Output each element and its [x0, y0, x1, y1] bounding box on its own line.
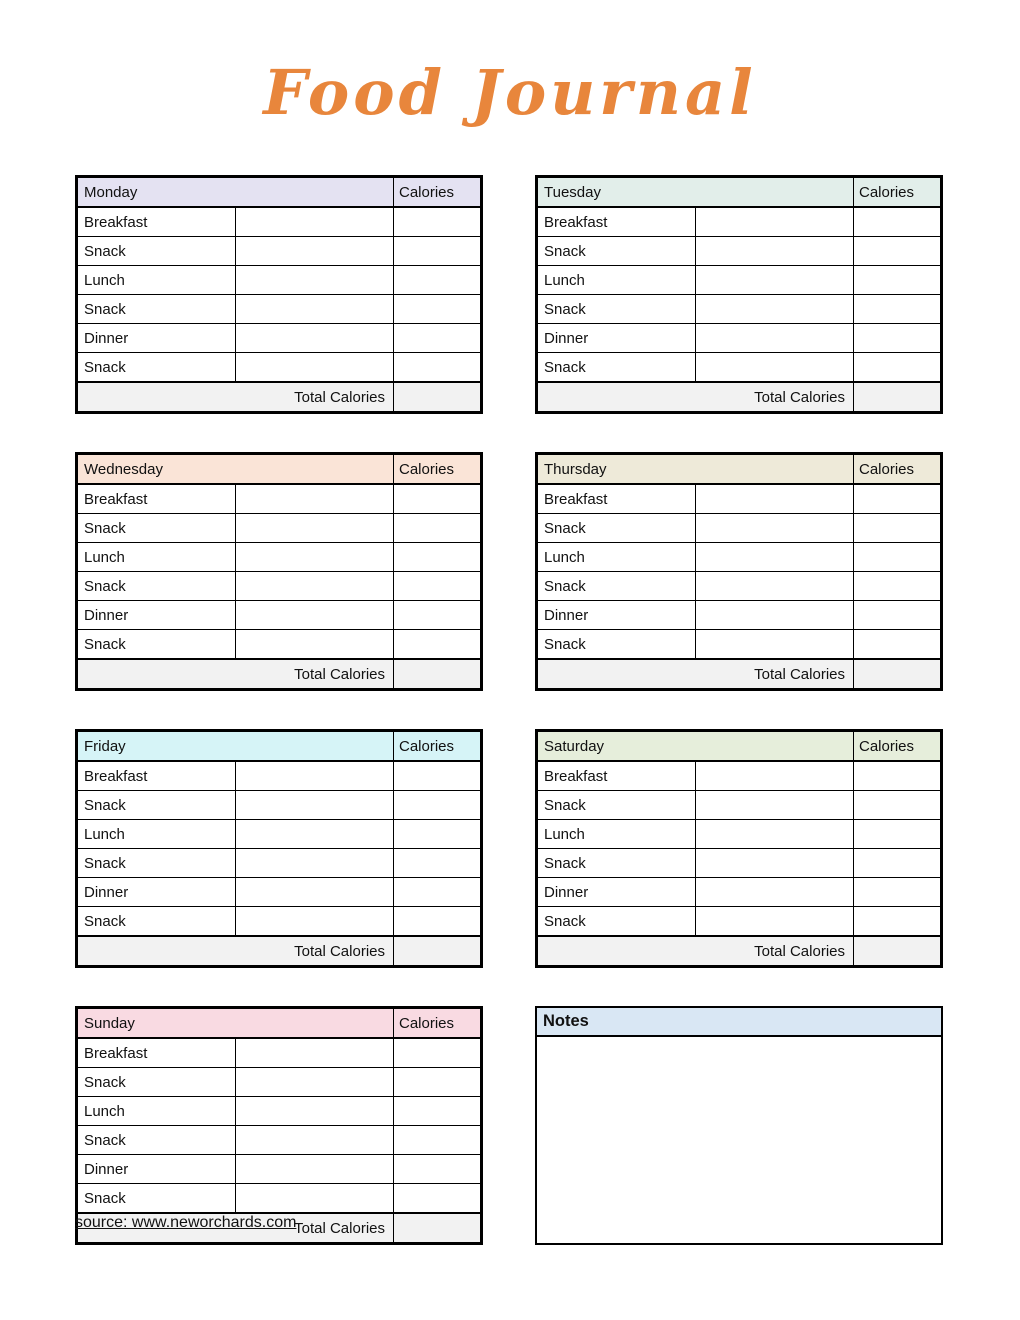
meal-label-snack-1: Snack [538, 514, 696, 543]
day-title-friday: Friday [78, 732, 394, 762]
day-table-saturday [537, 731, 941, 966]
notes-card [535, 1006, 943, 1245]
meal-label-lunch: Lunch [538, 543, 696, 572]
day-header-row [78, 178, 481, 208]
meal-label-snack-1: Snack [538, 791, 696, 820]
meal-entry-field[interactable] [696, 207, 854, 237]
meal-entry-field[interactable] [236, 849, 394, 878]
meal-calories-field[interactable] [854, 353, 941, 383]
meal-row [538, 207, 941, 237]
day-title-tuesday: Tuesday [538, 178, 854, 208]
source-link[interactable]: source: www.neworchards.com [75, 1214, 297, 1231]
meal-row [538, 237, 941, 266]
meal-label-snack-2: Snack [78, 849, 236, 878]
meal-label-snack-3: Snack [78, 353, 236, 383]
total-calories-label: Total Calories [538, 382, 854, 412]
meal-calories-field[interactable] [854, 514, 941, 543]
meal-row [78, 514, 481, 543]
day-title-monday: Monday [78, 178, 394, 208]
meal-entry-field[interactable] [696, 761, 854, 791]
meal-calories-field[interactable] [394, 1126, 481, 1155]
calories-header: Calories [854, 732, 941, 762]
calories-header: Calories [854, 178, 941, 208]
meal-entry-field[interactable] [696, 237, 854, 266]
meal-calories-field[interactable] [394, 484, 481, 514]
meal-entry-field[interactable] [236, 484, 394, 514]
total-row [538, 659, 941, 689]
day-header-row [538, 178, 941, 208]
meal-calories-field[interactable] [394, 1038, 481, 1068]
meal-row [78, 484, 481, 514]
meal-entry-field[interactable] [236, 1126, 394, 1155]
total-row [538, 936, 941, 966]
meal-entry-field[interactable] [236, 1184, 394, 1214]
meal-label-breakfast: Breakfast [78, 207, 236, 237]
meal-label-snack-2: Snack [78, 1126, 236, 1155]
meal-label-dinner: Dinner [538, 601, 696, 630]
meal-entry-field[interactable] [236, 353, 394, 383]
meal-row [78, 849, 481, 878]
meal-entry-field[interactable] [696, 295, 854, 324]
day-card-friday [75, 729, 483, 968]
meal-entry-field[interactable] [696, 324, 854, 353]
meal-label-snack-2: Snack [538, 572, 696, 601]
total-calories-label: Total Calories [538, 659, 854, 689]
meal-row [538, 878, 941, 907]
meal-row [78, 295, 481, 324]
calories-header: Calories [854, 455, 941, 485]
meal-calories-field[interactable] [394, 324, 481, 353]
meal-row [538, 820, 941, 849]
meal-entry-field[interactable] [236, 514, 394, 543]
day-header-row [78, 1009, 481, 1039]
meal-label-snack-3: Snack [538, 353, 696, 383]
meal-entry-field[interactable] [236, 630, 394, 660]
meal-row [78, 572, 481, 601]
meal-label-snack-3: Snack [78, 907, 236, 937]
meal-label-breakfast: Breakfast [78, 761, 236, 791]
meal-calories-field[interactable] [394, 849, 481, 878]
meal-label-dinner: Dinner [78, 324, 236, 353]
day-title-thursday: Thursday [538, 455, 854, 485]
total-calories-label: Total Calories [78, 936, 394, 966]
meal-row [538, 324, 941, 353]
total-calories-field[interactable] [854, 382, 941, 412]
total-row [78, 382, 481, 412]
meal-row [538, 514, 941, 543]
meal-row [78, 1038, 481, 1068]
meal-calories-field[interactable] [394, 820, 481, 849]
meal-row [78, 791, 481, 820]
meal-label-snack-2: Snack [538, 295, 696, 324]
total-calories-label: Total Calories [78, 382, 394, 412]
meal-row [538, 572, 941, 601]
meal-entry-field[interactable] [696, 601, 854, 630]
meal-label-lunch: Lunch [78, 543, 236, 572]
meal-row [78, 1068, 481, 1097]
meal-entry-field[interactable] [236, 791, 394, 820]
meal-entry-field[interactable] [696, 266, 854, 295]
day-header-row [78, 732, 481, 762]
meal-entry-field[interactable] [236, 324, 394, 353]
total-calories-field[interactable] [394, 1213, 481, 1243]
meal-calories-field[interactable] [394, 237, 481, 266]
day-header-row [78, 455, 481, 485]
meal-label-dinner: Dinner [78, 1155, 236, 1184]
total-calories-field[interactable] [394, 936, 481, 966]
day-card-thursday [535, 452, 943, 691]
page-title-container [0, 56, 1020, 129]
meal-calories-field[interactable] [394, 907, 481, 937]
meal-row [78, 1155, 481, 1184]
meal-label-dinner: Dinner [78, 601, 236, 630]
meal-label-snack-3: Snack [78, 1184, 236, 1214]
meal-label-snack-2: Snack [78, 295, 236, 324]
day-title-sunday: Sunday [78, 1009, 394, 1039]
journal-row-2 [75, 452, 943, 691]
meal-label-snack-3: Snack [78, 630, 236, 660]
meal-calories-field[interactable] [854, 907, 941, 937]
meal-row [78, 907, 481, 937]
meal-entry-field[interactable] [696, 878, 854, 907]
meal-label-breakfast: Breakfast [78, 484, 236, 514]
meal-entry-field[interactable] [236, 1038, 394, 1068]
meal-row [78, 601, 481, 630]
meal-calories-field[interactable] [854, 572, 941, 601]
meal-row [78, 761, 481, 791]
day-card-tuesday [535, 175, 943, 414]
meal-entry-field[interactable] [236, 572, 394, 601]
meal-label-snack-1: Snack [78, 791, 236, 820]
meal-row [78, 878, 481, 907]
notes-textarea[interactable] [537, 1037, 941, 1243]
meal-entry-field[interactable] [696, 514, 854, 543]
meal-calories-field[interactable] [394, 1068, 481, 1097]
calories-header: Calories [394, 1009, 481, 1039]
meal-row [78, 353, 481, 383]
meal-label-snack-1: Snack [538, 237, 696, 266]
total-calories-label: Total Calories [78, 659, 394, 689]
calories-header: Calories [394, 732, 481, 762]
meal-calories-field[interactable] [854, 484, 941, 514]
meal-calories-field[interactable] [394, 791, 481, 820]
meal-label-lunch: Lunch [538, 266, 696, 295]
notes-title: Notes [537, 1008, 941, 1037]
meal-calories-field[interactable] [854, 820, 941, 849]
meal-calories-field[interactable] [394, 761, 481, 791]
journal-row-3 [75, 729, 943, 968]
meal-row [538, 353, 941, 383]
meal-row [78, 820, 481, 849]
meal-entry-field[interactable] [236, 820, 394, 849]
meal-entry-field[interactable] [696, 572, 854, 601]
meal-row [538, 849, 941, 878]
meal-label-breakfast: Breakfast [538, 207, 696, 237]
meal-entry-field[interactable] [696, 630, 854, 660]
meal-label-dinner: Dinner [78, 878, 236, 907]
meal-entry-field[interactable] [236, 266, 394, 295]
meal-label-dinner: Dinner [538, 324, 696, 353]
total-row [538, 382, 941, 412]
meal-entry-field[interactable] [236, 295, 394, 324]
meal-calories-field[interactable] [394, 543, 481, 572]
journal-grid [75, 175, 943, 1245]
day-card-wednesday [75, 452, 483, 691]
day-table-friday [77, 731, 481, 966]
meal-row [538, 630, 941, 660]
day-table-sunday [77, 1008, 481, 1243]
total-calories-field[interactable] [394, 382, 481, 412]
meal-label-snack-1: Snack [78, 237, 236, 266]
total-calories-field[interactable] [394, 659, 481, 689]
meal-calories-field[interactable] [394, 207, 481, 237]
meal-row [78, 324, 481, 353]
calories-header: Calories [394, 455, 481, 485]
meal-entry-field[interactable] [696, 849, 854, 878]
total-calories-field[interactable] [854, 936, 941, 966]
day-title-saturday: Saturday [538, 732, 854, 762]
meal-row [78, 630, 481, 660]
meal-entry-field[interactable] [236, 907, 394, 937]
meal-calories-field[interactable] [854, 630, 941, 660]
meal-row [538, 791, 941, 820]
meal-row [78, 1184, 481, 1214]
meal-calories-field[interactable] [394, 601, 481, 630]
day-table-tuesday [537, 177, 941, 412]
meal-calories-field[interactable] [854, 324, 941, 353]
meal-entry-field[interactable] [236, 1097, 394, 1126]
meal-row [538, 761, 941, 791]
meal-row [538, 543, 941, 572]
meal-calories-field[interactable] [394, 878, 481, 907]
day-card-sunday [75, 1006, 483, 1245]
day-table-thursday [537, 454, 941, 689]
meal-entry-field[interactable] [696, 820, 854, 849]
day-card-saturday [535, 729, 943, 968]
meal-row [538, 484, 941, 514]
meal-row [78, 237, 481, 266]
meal-entry-field[interactable] [236, 601, 394, 630]
meal-label-snack-1: Snack [78, 1068, 236, 1097]
meal-calories-field[interactable] [854, 266, 941, 295]
meal-label-lunch: Lunch [78, 1097, 236, 1126]
meal-calories-field[interactable] [394, 266, 481, 295]
meal-row [78, 266, 481, 295]
total-calories-field[interactable] [854, 659, 941, 689]
meal-entry-field[interactable] [236, 878, 394, 907]
meal-entry-field[interactable] [696, 791, 854, 820]
meal-entry-field[interactable] [236, 207, 394, 237]
meal-entry-field[interactable] [696, 484, 854, 514]
day-header-row [538, 455, 941, 485]
meal-row [78, 207, 481, 237]
meal-label-breakfast: Breakfast [538, 761, 696, 791]
meal-label-snack-1: Snack [78, 514, 236, 543]
total-calories-label: Total Calories [78, 1213, 394, 1243]
meal-row [78, 543, 481, 572]
meal-calories-field[interactable] [394, 630, 481, 660]
meal-label-lunch: Lunch [538, 820, 696, 849]
page-title: Food Journal [263, 56, 757, 129]
meal-entry-field[interactable] [696, 907, 854, 937]
meal-row [78, 1126, 481, 1155]
journal-row-1 [75, 175, 943, 414]
meal-label-snack-3: Snack [538, 907, 696, 937]
meal-row [538, 907, 941, 937]
meal-entry-field[interactable] [236, 761, 394, 791]
journal-row-4 [75, 1006, 943, 1245]
meal-row [538, 266, 941, 295]
meal-calories-field[interactable] [854, 601, 941, 630]
meal-calories-field[interactable] [854, 295, 941, 324]
meal-entry-field[interactable] [696, 543, 854, 572]
total-row [78, 659, 481, 689]
meal-label-snack-2: Snack [538, 849, 696, 878]
meal-calories-field[interactable] [854, 761, 941, 791]
meal-label-snack-2: Snack [78, 572, 236, 601]
meal-calories-field[interactable] [394, 295, 481, 324]
meal-calories-field[interactable] [394, 514, 481, 543]
meal-calories-field[interactable] [394, 1184, 481, 1214]
total-row [78, 936, 481, 966]
meal-calories-field[interactable] [394, 1155, 481, 1184]
meal-row [78, 1097, 481, 1126]
meal-entry-field[interactable] [236, 1068, 394, 1097]
calories-header: Calories [394, 178, 481, 208]
meal-label-breakfast: Breakfast [538, 484, 696, 514]
day-table-wednesday [77, 454, 481, 689]
meal-calories-field[interactable] [854, 543, 941, 572]
meal-row [538, 601, 941, 630]
meal-label-lunch: Lunch [78, 820, 236, 849]
meal-label-dinner: Dinner [538, 878, 696, 907]
meal-entry-field[interactable] [696, 353, 854, 383]
day-header-row [538, 732, 941, 762]
meal-calories-field[interactable] [854, 849, 941, 878]
meal-calories-field[interactable] [854, 878, 941, 907]
meal-entry-field[interactable] [236, 1155, 394, 1184]
day-title-wednesday: Wednesday [78, 455, 394, 485]
meal-label-snack-3: Snack [538, 630, 696, 660]
meal-label-lunch: Lunch [78, 266, 236, 295]
meal-calories-field[interactable] [854, 791, 941, 820]
meal-label-breakfast: Breakfast [78, 1038, 236, 1068]
total-calories-label: Total Calories [538, 936, 854, 966]
meal-calories-field[interactable] [394, 572, 481, 601]
meal-entry-field[interactable] [236, 543, 394, 572]
meal-calories-field[interactable] [854, 207, 941, 237]
meal-entry-field[interactable] [236, 237, 394, 266]
meal-calories-field[interactable] [394, 1097, 481, 1126]
meal-calories-field[interactable] [854, 237, 941, 266]
day-table-monday [77, 177, 481, 412]
meal-calories-field[interactable] [394, 353, 481, 383]
meal-row [538, 295, 941, 324]
day-card-monday [75, 175, 483, 414]
